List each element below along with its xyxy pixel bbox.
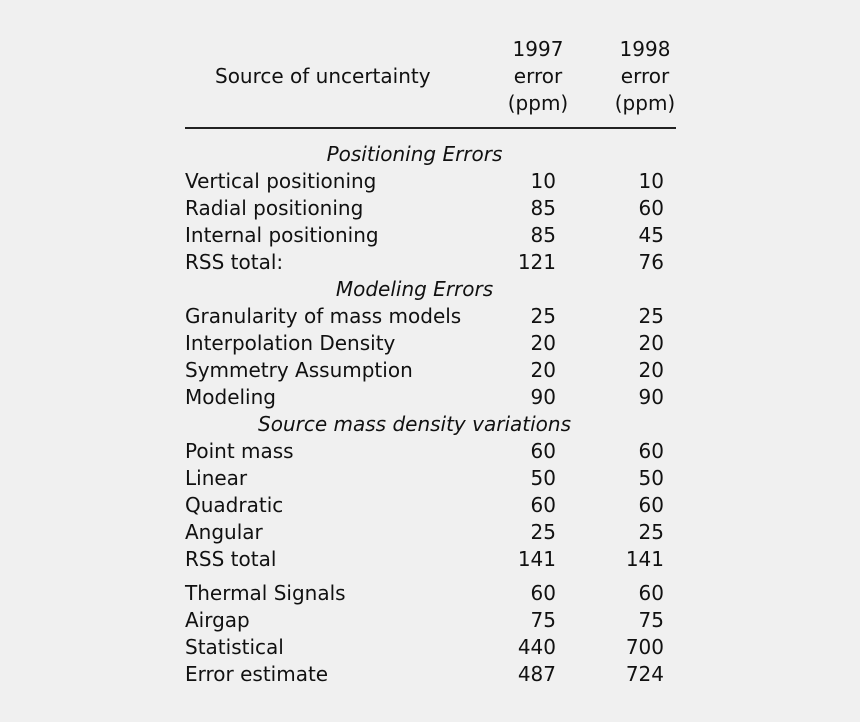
header-rule	[185, 127, 676, 129]
section-title: Modeling Errors	[335, 277, 494, 301]
table-row: Vertical positioning 10 10	[185, 169, 664, 193]
table-row: Symmetry Assumption 20 20	[185, 358, 664, 382]
header-1997-year: 1997	[512, 37, 564, 61]
table-body	[185, 141, 676, 688]
header-1998-unit: (ppm)	[614, 91, 676, 115]
header-1997-unit: (ppm)	[507, 91, 569, 115]
table-row: Statistical 440 700	[185, 635, 664, 659]
table-row: Airgap 75 75	[185, 608, 664, 632]
header-1997	[498, 36, 578, 117]
header-1998	[605, 36, 685, 117]
section-title: Source mass density variations	[258, 412, 571, 436]
table-row: Point mass 60 60	[185, 439, 664, 463]
table-row: Internal positioning 85 45	[185, 223, 664, 247]
table-row: Quadratic 60 60	[185, 493, 664, 517]
table-row: Error estimate 487 724	[185, 662, 664, 686]
table-row: Linear 50 50	[185, 466, 664, 490]
header-1997-error: error	[513, 64, 563, 88]
header-1998-error: error	[620, 64, 670, 88]
table-row: RSS total 141 141	[185, 547, 664, 571]
header-1998-year: 1998	[619, 37, 671, 61]
spacer	[185, 573, 676, 580]
header-source: Source of uncertainty	[215, 64, 431, 88]
table-row: Modeling 90 90	[185, 385, 664, 409]
table-row: Interpolation Density 20 20	[185, 331, 664, 355]
section-title: Positioning Errors	[326, 142, 503, 166]
table-row: Thermal Signals 60 60	[185, 581, 664, 605]
table-row: Granularity of mass models 25 25	[185, 304, 664, 328]
table-row: Angular 25 25	[185, 520, 664, 544]
table-row: Radial positioning 85 60	[185, 196, 664, 220]
table-row: RSS total: 121 76	[185, 250, 664, 274]
